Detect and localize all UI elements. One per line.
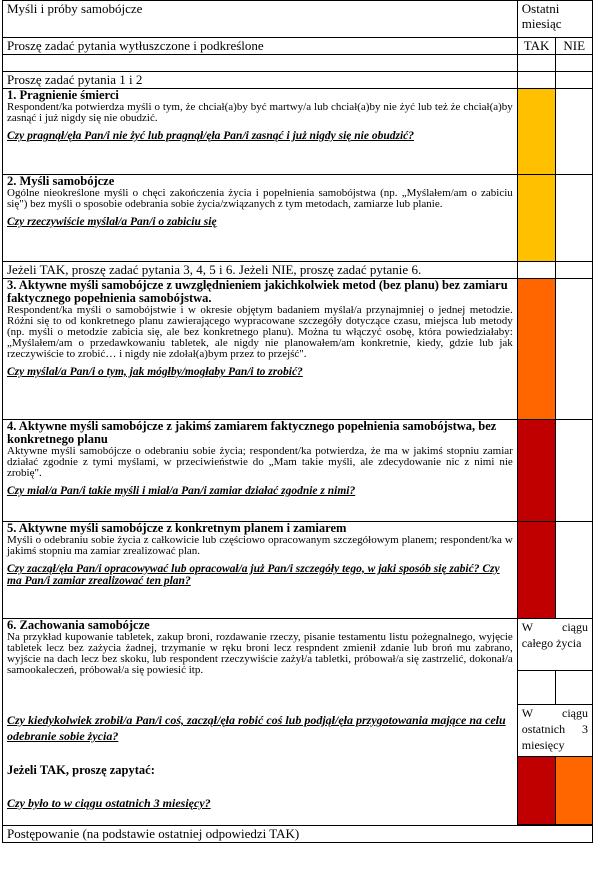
answer-no-cell[interactable]	[556, 89, 593, 175]
item-body: Respondent/ka myśli o samobójstwie i w okresie objętym badaniem myślał/a przynajmniej o jednej metodzie. Różni się to od konkretnego planu zawierającego wypracowane szczegóły dotyczące czasu, miejsca lub metody (np. myśli o metodzie zabicia się, ale bez konkretnego planu). Można tu włączyć osobę, która powiedziałaby: „Myślałem/am o przedawkowaniu tabletek, ale nigdy nie planowałem/am konkretnie, kiedy, gdzie lub jak rzeczywiście to zrobić… i nigdy nie zdołał(a)bym przez to przejść".	[7, 304, 513, 360]
item-question-3-months: Czy było to w ciągu ostatnich 3 miesięcy?	[7, 796, 211, 810]
instruction-q3-6: Jeżeli TAK, proszę zadać pytania 3, 4, 5 i 6. Jeżeli NIE, proszę zadać pytanie 6.	[3, 262, 518, 279]
item-3	[3, 279, 518, 420]
answer-no-cell[interactable]	[556, 279, 593, 420]
item-heading: 3. Aktywne myśli samobójcze z uwzględnieniem jakichkolwiek metod (bez planu) bez zamiaru faktycznego popełnienia samobójstwa.	[7, 278, 508, 305]
answer-yes-cell[interactable]	[517, 89, 556, 175]
item-heading: 1. Pragnienie śmierci	[7, 88, 119, 102]
answer-no-cell[interactable]	[556, 420, 593, 522]
spacer-row	[3, 55, 518, 72]
item-heading: 5. Aktywne myśli samobójcze z konkretnym planem i zamiarem	[7, 521, 347, 535]
lifetime-no-cell[interactable]	[556, 671, 593, 705]
item-question: Czy kiedykolwiek zrobił/a Pan/i coś, zaczął/ęła robić coś lub podjął/ęła przygotowania mające na celu odebranie sobie życia?	[7, 713, 506, 743]
item-question: Czy pragnął/ęła Pan/i nie żyć lub pragnął/ęła Pan/i zasnąć i już nigdy się nie obudzić?	[7, 130, 415, 142]
item-question: Czy rzeczywiście myślał/a Pan/i o zabiciu się	[7, 216, 217, 228]
answer-yes-cell[interactable]	[517, 279, 556, 420]
ask-if-yes-label: Jeżeli TAK, proszę zapytać:	[7, 763, 155, 777]
item-body: Na przykład kupowanie tabletek, zakup broni, rozdawanie rzeczy, pisanie testamentu listu pożegnalnego, wyjęcie tabletek lecz bez zażycia żadnej, trzymanie w ręku broni lecz respndent zmienił zdanie lub broń mu zabrano, wyjście na dach lecz bez skoku, lub respondent rzeczywiście zażył/a tabletki, próbował/a się zastrzelić, dokonał/a samookaleczeń, próbował/a się powiesić itp.	[7, 631, 513, 676]
no-header: NIE	[556, 38, 593, 55]
item-body: Myśli o odebraniu sobie życia z całkowicie lub częściowo opracowanym szczegółowym planem; respondent/ka w jakimś stopniu ma zamiar zrealizować plan.	[7, 534, 513, 557]
table-title: Myśli i próby samobójcze	[3, 1, 518, 38]
instruction-bold: Proszę zadać pytania wytłuszczone i podkreślone	[3, 38, 518, 55]
yes-header: TAK	[517, 38, 556, 55]
lifetime-label: W ciągu całego życia	[517, 619, 592, 671]
answer-yes-cell[interactable]	[517, 522, 556, 619]
item-body: Aktywne myśli samobójcze o odebraniu sobie życia; respondent/ka potwierdza, że ma w jakimś stopniu zamiar działać zgodnie z tymi myślami, w przeciwieństwie do „Mam takie myśli, ale zdecydowanie nic z nimi nie zrobię".	[7, 445, 513, 479]
item-heading: 4. Aktywne myśli samobójcze z jakimś zamiarem faktycznego popełnienia samobójstwa, bez konkretnego planu	[7, 419, 497, 446]
item-4	[3, 420, 518, 522]
answer-yes-cell[interactable]	[517, 175, 556, 262]
item-body: Respondent/ka potwierdza myśli o tym, że chciał(a)by być martwy/a lub chciał(a)by nie żyć lub też że chciał(a)by zasnąć i już nigdy się nie obudzić.	[7, 101, 513, 124]
last-3-months-yes-cell[interactable]	[517, 757, 556, 825]
instruction-q12: Proszę zadać pytania 1 i 2	[3, 72, 518, 89]
last-month-header: Ostatni miesiąc	[517, 1, 592, 38]
last-3-months-label: W ciągu ostatnich 3 miesięcy	[517, 705, 592, 757]
item-2	[3, 175, 518, 262]
item-6	[3, 619, 518, 826]
item-heading: 2. Myśli samobójcze	[7, 174, 115, 188]
procedure-footer: Postępowanie (na podstawie ostatniej odpowiedzi TAK)	[3, 826, 593, 843]
suicide-screening-table	[2, 0, 593, 843]
item-heading: 6. Zachowania samobójcze	[7, 618, 150, 632]
answer-yes-cell[interactable]	[517, 420, 556, 522]
last-3-months-no-cell[interactable]	[556, 757, 593, 825]
item-5	[3, 522, 518, 619]
item-question: Czy miał/a Pan/i takie myśli i miał/a Pan/i zamiar działać zgodnie z nimi?	[7, 485, 356, 497]
item-1	[3, 89, 518, 175]
item-question: Czy zaczął/ęła Pan/i opracowywać lub opracował/a już Pan/i szczegóły tego, w jaki sposób się zabić? Czy ma Pan/i zamiar zrealizować ten plan?	[7, 563, 500, 587]
item-body: Ogólne nieokreślone myśli o chęci zakończenia życia i popełnienia samobójstwa (np. „Myślałem/am o zabiciu się") bez myśli o sposobie odebrania sobie życia/związanych z tym metodach, zamiarze lub planie.	[7, 187, 513, 210]
item-question: Czy myślał/a Pan/i o tym, jak mógłby/mogłaby Pan/i to zrobić?	[7, 366, 303, 378]
answer-no-cell[interactable]	[556, 175, 593, 262]
answer-no-cell[interactable]	[556, 522, 593, 619]
lifetime-yes-cell[interactable]	[517, 671, 556, 705]
